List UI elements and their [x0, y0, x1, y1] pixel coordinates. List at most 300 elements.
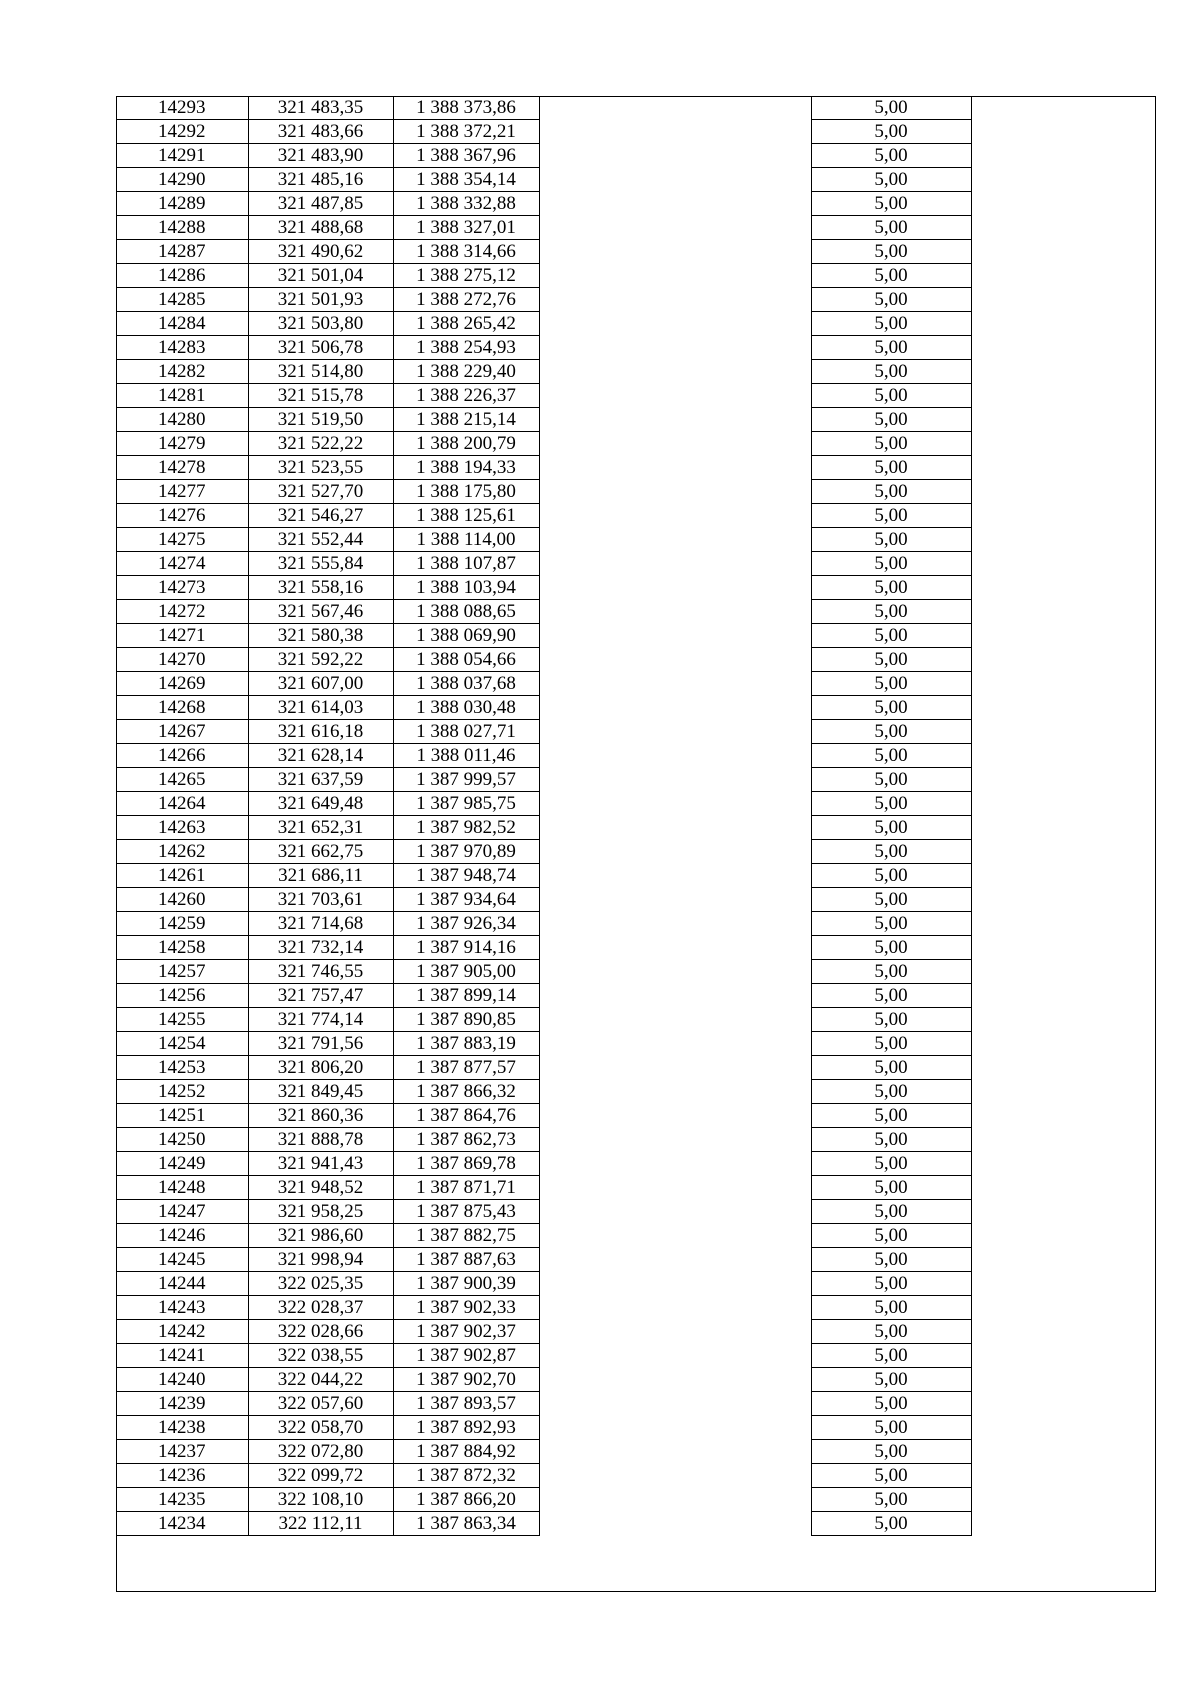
empty-cell: [539, 1272, 811, 1296]
point-number-cell: 14242: [116, 1320, 248, 1344]
value-cell: 5,00: [811, 1248, 971, 1272]
x-coordinate-cell: 321 649,48: [248, 792, 393, 816]
value-cell: 5,00: [811, 1272, 971, 1296]
table-row: [116, 1104, 971, 1128]
table-row: [116, 984, 971, 1008]
value-cell: 5,00: [811, 384, 971, 408]
point-number-cell: 14283: [116, 336, 248, 360]
table-row: [116, 672, 971, 696]
point-number-cell: 14252: [116, 1080, 248, 1104]
point-number-cell: 14286: [116, 264, 248, 288]
value-cell: 5,00: [811, 408, 971, 432]
table-row: [116, 600, 971, 624]
table-row: [116, 456, 971, 480]
value-cell: 5,00: [811, 1392, 971, 1416]
table-row: [116, 696, 971, 720]
x-coordinate-cell: 321 501,93: [248, 288, 393, 312]
y-coordinate-cell: 1 388 275,12: [393, 264, 539, 288]
x-coordinate-cell: 321 941,43: [248, 1152, 393, 1176]
table-row: [116, 840, 971, 864]
point-number-cell: 14285: [116, 288, 248, 312]
y-coordinate-cell: 1 387 863,34: [393, 1512, 539, 1536]
value-cell: 5,00: [811, 552, 971, 576]
x-coordinate-cell: 321 849,45: [248, 1080, 393, 1104]
y-coordinate-cell: 1 387 899,14: [393, 984, 539, 1008]
y-coordinate-cell: 1 387 970,89: [393, 840, 539, 864]
table-row: [116, 1224, 971, 1248]
point-number-cell: 14293: [116, 96, 248, 120]
value-cell: 5,00: [811, 576, 971, 600]
point-number-cell: 14244: [116, 1272, 248, 1296]
y-coordinate-cell: 1 387 948,74: [393, 864, 539, 888]
point-number-cell: 14247: [116, 1200, 248, 1224]
point-number-cell: 14272: [116, 600, 248, 624]
point-number-cell: 14235: [116, 1488, 248, 1512]
point-number-cell: 14277: [116, 480, 248, 504]
table-row: [116, 528, 971, 552]
x-coordinate-cell: 321 488,68: [248, 216, 393, 240]
table-row: [116, 864, 971, 888]
point-number-cell: 14280: [116, 408, 248, 432]
table-row: [116, 552, 971, 576]
y-coordinate-cell: 1 388 226,37: [393, 384, 539, 408]
point-number-cell: 14248: [116, 1176, 248, 1200]
empty-cell: [539, 1032, 811, 1056]
x-coordinate-cell: 322 057,60: [248, 1392, 393, 1416]
table-row: [116, 1488, 971, 1512]
empty-cell: [539, 1104, 811, 1128]
value-cell: 5,00: [811, 456, 971, 480]
table-row: [116, 1176, 971, 1200]
table-row: [116, 960, 971, 984]
x-coordinate-cell: 321 490,62: [248, 240, 393, 264]
table-row: [116, 936, 971, 960]
x-coordinate-cell: 321 703,61: [248, 888, 393, 912]
x-coordinate-cell: 321 485,16: [248, 168, 393, 192]
point-number-cell: 14256: [116, 984, 248, 1008]
table-row: [116, 1128, 971, 1152]
point-number-cell: 14234: [116, 1512, 248, 1536]
point-number-cell: 14269: [116, 672, 248, 696]
x-coordinate-cell: 322 028,37: [248, 1296, 393, 1320]
point-number-cell: 14240: [116, 1368, 248, 1392]
value-cell: 5,00: [811, 1152, 971, 1176]
x-coordinate-cell: 322 028,66: [248, 1320, 393, 1344]
empty-cell: [539, 768, 811, 792]
x-coordinate-cell: 321 483,35: [248, 96, 393, 120]
y-coordinate-cell: 1 387 900,39: [393, 1272, 539, 1296]
x-coordinate-cell: 321 555,84: [248, 552, 393, 576]
y-coordinate-cell: 1 387 926,34: [393, 912, 539, 936]
value-cell: 5,00: [811, 1296, 971, 1320]
x-coordinate-cell: 321 714,68: [248, 912, 393, 936]
value-cell: 5,00: [811, 600, 971, 624]
table-row: [116, 408, 971, 432]
x-coordinate-cell: 322 072,80: [248, 1440, 393, 1464]
empty-cell: [539, 1248, 811, 1272]
point-number-cell: 14245: [116, 1248, 248, 1272]
empty-cell: [539, 552, 811, 576]
x-coordinate-cell: 321 514,80: [248, 360, 393, 384]
point-number-cell: 14238: [116, 1416, 248, 1440]
empty-cell: [539, 960, 811, 984]
table-row: [116, 1200, 971, 1224]
value-cell: 5,00: [811, 912, 971, 936]
empty-cell: [539, 672, 811, 696]
table-row: [116, 360, 971, 384]
value-cell: 5,00: [811, 1416, 971, 1440]
empty-cell: [539, 1392, 811, 1416]
value-cell: 5,00: [811, 648, 971, 672]
table-row: [116, 504, 971, 528]
table-row: [116, 768, 971, 792]
value-cell: 5,00: [811, 936, 971, 960]
x-coordinate-cell: 321 503,80: [248, 312, 393, 336]
point-number-cell: 14236: [116, 1464, 248, 1488]
empty-cell: [539, 480, 811, 504]
point-number-cell: 14255: [116, 1008, 248, 1032]
table-row: [116, 144, 971, 168]
x-coordinate-cell: 321 998,94: [248, 1248, 393, 1272]
empty-cell: [539, 816, 811, 840]
value-cell: 5,00: [811, 360, 971, 384]
x-coordinate-cell: 321 662,75: [248, 840, 393, 864]
x-coordinate-cell: 321 948,52: [248, 1176, 393, 1200]
y-coordinate-cell: 1 387 884,92: [393, 1440, 539, 1464]
y-coordinate-cell: 1 388 194,33: [393, 456, 539, 480]
x-coordinate-cell: 321 607,00: [248, 672, 393, 696]
table-row: [116, 624, 971, 648]
x-coordinate-cell: 321 637,59: [248, 768, 393, 792]
x-coordinate-cell: 321 501,04: [248, 264, 393, 288]
point-number-cell: 14266: [116, 744, 248, 768]
empty-cell: [539, 1368, 811, 1392]
value-cell: 5,00: [811, 432, 971, 456]
point-number-cell: 14259: [116, 912, 248, 936]
value-cell: 5,00: [811, 1176, 971, 1200]
table-body: [116, 96, 971, 1536]
value-cell: 5,00: [811, 1056, 971, 1080]
y-coordinate-cell: 1 387 892,93: [393, 1416, 539, 1440]
table-row: [116, 1320, 971, 1344]
y-coordinate-cell: 1 388 103,94: [393, 576, 539, 600]
point-number-cell: 14287: [116, 240, 248, 264]
empty-cell: [539, 1416, 811, 1440]
y-coordinate-cell: 1 388 114,00: [393, 528, 539, 552]
y-coordinate-cell: 1 388 254,93: [393, 336, 539, 360]
x-coordinate-cell: 321 628,14: [248, 744, 393, 768]
y-coordinate-cell: 1 387 887,63: [393, 1248, 539, 1272]
value-cell: 5,00: [811, 672, 971, 696]
empty-cell: [539, 1512, 811, 1536]
empty-cell: [539, 1440, 811, 1464]
value-cell: 5,00: [811, 1320, 971, 1344]
x-coordinate-cell: 321 614,03: [248, 696, 393, 720]
table-row: [116, 432, 971, 456]
point-number-cell: 14261: [116, 864, 248, 888]
value-cell: 5,00: [811, 1080, 971, 1104]
value-cell: 5,00: [811, 792, 971, 816]
x-coordinate-cell: 321 527,70: [248, 480, 393, 504]
empty-cell: [539, 408, 811, 432]
empty-cell: [539, 192, 811, 216]
value-cell: 5,00: [811, 1368, 971, 1392]
y-coordinate-cell: 1 387 875,43: [393, 1200, 539, 1224]
y-coordinate-cell: 1 388 265,42: [393, 312, 539, 336]
y-coordinate-cell: 1 388 373,86: [393, 96, 539, 120]
table-row: [116, 792, 971, 816]
point-number-cell: 14273: [116, 576, 248, 600]
table-row: [116, 720, 971, 744]
value-cell: 5,00: [811, 1344, 971, 1368]
value-cell: 5,00: [811, 1008, 971, 1032]
point-number-cell: 14263: [116, 816, 248, 840]
point-number-cell: 14250: [116, 1128, 248, 1152]
x-coordinate-cell: 321 686,11: [248, 864, 393, 888]
point-number-cell: 14253: [116, 1056, 248, 1080]
x-coordinate-cell: 321 552,44: [248, 528, 393, 552]
table-row: [116, 384, 971, 408]
point-number-cell: 14274: [116, 552, 248, 576]
value-cell: 5,00: [811, 1224, 971, 1248]
point-number-cell: 14249: [116, 1152, 248, 1176]
point-number-cell: 14262: [116, 840, 248, 864]
y-coordinate-cell: 1 388 272,76: [393, 288, 539, 312]
y-coordinate-cell: 1 387 871,71: [393, 1176, 539, 1200]
empty-cell: [539, 96, 811, 120]
point-number-cell: 14239: [116, 1392, 248, 1416]
empty-cell: [539, 1080, 811, 1104]
value-cell: 5,00: [811, 96, 971, 120]
empty-cell: [539, 336, 811, 360]
empty-cell: [539, 384, 811, 408]
point-number-cell: 14278: [116, 456, 248, 480]
table-row: [116, 264, 971, 288]
empty-cell: [539, 840, 811, 864]
empty-cell: [539, 1464, 811, 1488]
table-row: [116, 336, 971, 360]
y-coordinate-cell: 1 388 367,96: [393, 144, 539, 168]
y-coordinate-cell: 1 387 864,76: [393, 1104, 539, 1128]
value-cell: 5,00: [811, 144, 971, 168]
value-cell: 5,00: [811, 960, 971, 984]
x-coordinate-cell: 321 986,60: [248, 1224, 393, 1248]
document-page: [116, 96, 1156, 1592]
value-cell: 5,00: [811, 984, 971, 1008]
empty-cell: [539, 312, 811, 336]
empty-cell: [539, 912, 811, 936]
value-cell: 5,00: [811, 264, 971, 288]
point-number-cell: 14279: [116, 432, 248, 456]
table-row: [116, 816, 971, 840]
value-cell: 5,00: [811, 528, 971, 552]
x-coordinate-cell: 321 487,85: [248, 192, 393, 216]
empty-cell: [539, 432, 811, 456]
value-cell: 5,00: [811, 744, 971, 768]
empty-cell: [539, 264, 811, 288]
point-number-cell: 14292: [116, 120, 248, 144]
x-coordinate-cell: 322 112,11: [248, 1512, 393, 1536]
table-row: [116, 1008, 971, 1032]
value-cell: 5,00: [811, 768, 971, 792]
empty-cell: [539, 864, 811, 888]
point-number-cell: 14258: [116, 936, 248, 960]
x-coordinate-cell: 321 522,22: [248, 432, 393, 456]
y-coordinate-cell: 1 388 107,87: [393, 552, 539, 576]
y-coordinate-cell: 1 387 866,20: [393, 1488, 539, 1512]
y-coordinate-cell: 1 387 872,32: [393, 1464, 539, 1488]
empty-cell: [539, 744, 811, 768]
value-cell: 5,00: [811, 840, 971, 864]
x-coordinate-cell: 321 483,90: [248, 144, 393, 168]
y-coordinate-cell: 1 388 027,71: [393, 720, 539, 744]
table-row: [116, 288, 971, 312]
value-cell: 5,00: [811, 624, 971, 648]
table-row: [116, 216, 971, 240]
y-coordinate-cell: 1 387 866,32: [393, 1080, 539, 1104]
table-row: [116, 1416, 971, 1440]
x-coordinate-cell: 321 546,27: [248, 504, 393, 528]
x-coordinate-cell: 321 757,47: [248, 984, 393, 1008]
empty-cell: [539, 720, 811, 744]
empty-cell: [539, 288, 811, 312]
empty-cell: [539, 1056, 811, 1080]
y-coordinate-cell: 1 388 030,48: [393, 696, 539, 720]
empty-cell: [539, 888, 811, 912]
table-row: [116, 1056, 971, 1080]
table-row: [116, 120, 971, 144]
x-coordinate-cell: 321 806,20: [248, 1056, 393, 1080]
empty-cell: [539, 1344, 811, 1368]
value-cell: 5,00: [811, 1464, 971, 1488]
value-cell: 5,00: [811, 864, 971, 888]
table-row: [116, 744, 971, 768]
y-coordinate-cell: 1 388 372,21: [393, 120, 539, 144]
y-coordinate-cell: 1 388 011,46: [393, 744, 539, 768]
point-number-cell: 14288: [116, 216, 248, 240]
table-row: [116, 1392, 971, 1416]
value-cell: 5,00: [811, 120, 971, 144]
x-coordinate-cell: 321 567,46: [248, 600, 393, 624]
y-coordinate-cell: 1 387 883,19: [393, 1032, 539, 1056]
point-number-cell: 14291: [116, 144, 248, 168]
table-row: [116, 1368, 971, 1392]
y-coordinate-cell: 1 387 905,00: [393, 960, 539, 984]
point-number-cell: 14284: [116, 312, 248, 336]
y-coordinate-cell: 1 388 229,40: [393, 360, 539, 384]
y-coordinate-cell: 1 388 037,68: [393, 672, 539, 696]
empty-cell: [539, 240, 811, 264]
empty-cell: [539, 144, 811, 168]
table-row: [116, 1152, 971, 1176]
y-coordinate-cell: 1 388 354,14: [393, 168, 539, 192]
table-row: [116, 168, 971, 192]
empty-cell: [539, 456, 811, 480]
y-coordinate-cell: 1 387 985,75: [393, 792, 539, 816]
y-coordinate-cell: 1 388 054,66: [393, 648, 539, 672]
empty-cell: [539, 936, 811, 960]
y-coordinate-cell: 1 387 869,78: [393, 1152, 539, 1176]
table-row: [116, 480, 971, 504]
y-coordinate-cell: 1 388 200,79: [393, 432, 539, 456]
value-cell: 5,00: [811, 1032, 971, 1056]
y-coordinate-cell: 1 387 934,64: [393, 888, 539, 912]
value-cell: 5,00: [811, 720, 971, 744]
y-coordinate-cell: 1 387 914,16: [393, 936, 539, 960]
point-number-cell: 14241: [116, 1344, 248, 1368]
x-coordinate-cell: 321 592,22: [248, 648, 393, 672]
point-number-cell: 14281: [116, 384, 248, 408]
value-cell: 5,00: [811, 504, 971, 528]
y-coordinate-cell: 1 387 999,57: [393, 768, 539, 792]
value-cell: 5,00: [811, 192, 971, 216]
y-coordinate-cell: 1 387 890,85: [393, 1008, 539, 1032]
empty-cell: [539, 1200, 811, 1224]
point-number-cell: 14237: [116, 1440, 248, 1464]
y-coordinate-cell: 1 387 902,87: [393, 1344, 539, 1368]
table-row: [116, 576, 971, 600]
table-row: [116, 1296, 971, 1320]
point-number-cell: 14289: [116, 192, 248, 216]
table-row: [116, 912, 971, 936]
table-row: [116, 1344, 971, 1368]
y-coordinate-cell: 1 387 882,75: [393, 1224, 539, 1248]
empty-cell: [539, 600, 811, 624]
table-row: [116, 1248, 971, 1272]
empty-cell: [539, 624, 811, 648]
x-coordinate-cell: 321 732,14: [248, 936, 393, 960]
y-coordinate-cell: 1 388 215,14: [393, 408, 539, 432]
y-coordinate-cell: 1 388 332,88: [393, 192, 539, 216]
table-row: [116, 1080, 971, 1104]
value-cell: 5,00: [811, 288, 971, 312]
y-coordinate-cell: 1 387 893,57: [393, 1392, 539, 1416]
x-coordinate-cell: 322 058,70: [248, 1416, 393, 1440]
table-row: [116, 1032, 971, 1056]
empty-cell: [539, 120, 811, 144]
empty-cell: [539, 1320, 811, 1344]
empty-cell: [539, 360, 811, 384]
y-coordinate-cell: 1 387 877,57: [393, 1056, 539, 1080]
y-coordinate-cell: 1 387 902,70: [393, 1368, 539, 1392]
table-row: [116, 1440, 971, 1464]
value-cell: 5,00: [811, 480, 971, 504]
empty-cell: [539, 1488, 811, 1512]
table-row: [116, 1512, 971, 1536]
table-row: [116, 888, 971, 912]
x-coordinate-cell: 321 746,55: [248, 960, 393, 984]
value-cell: 5,00: [811, 888, 971, 912]
table-row: [116, 96, 971, 120]
point-number-cell: 14264: [116, 792, 248, 816]
table-row: [116, 312, 971, 336]
coordinates-table: [116, 96, 972, 1536]
empty-cell: [539, 1224, 811, 1248]
point-number-cell: 14243: [116, 1296, 248, 1320]
point-number-cell: 14251: [116, 1104, 248, 1128]
y-coordinate-cell: 1 387 902,33: [393, 1296, 539, 1320]
empty-cell: [539, 1176, 811, 1200]
point-number-cell: 14275: [116, 528, 248, 552]
x-coordinate-cell: 321 616,18: [248, 720, 393, 744]
empty-cell: [539, 984, 811, 1008]
table-row: [116, 1272, 971, 1296]
empty-cell: [539, 504, 811, 528]
value-cell: 5,00: [811, 1200, 971, 1224]
value-cell: 5,00: [811, 240, 971, 264]
value-cell: 5,00: [811, 1104, 971, 1128]
empty-cell: [539, 1152, 811, 1176]
